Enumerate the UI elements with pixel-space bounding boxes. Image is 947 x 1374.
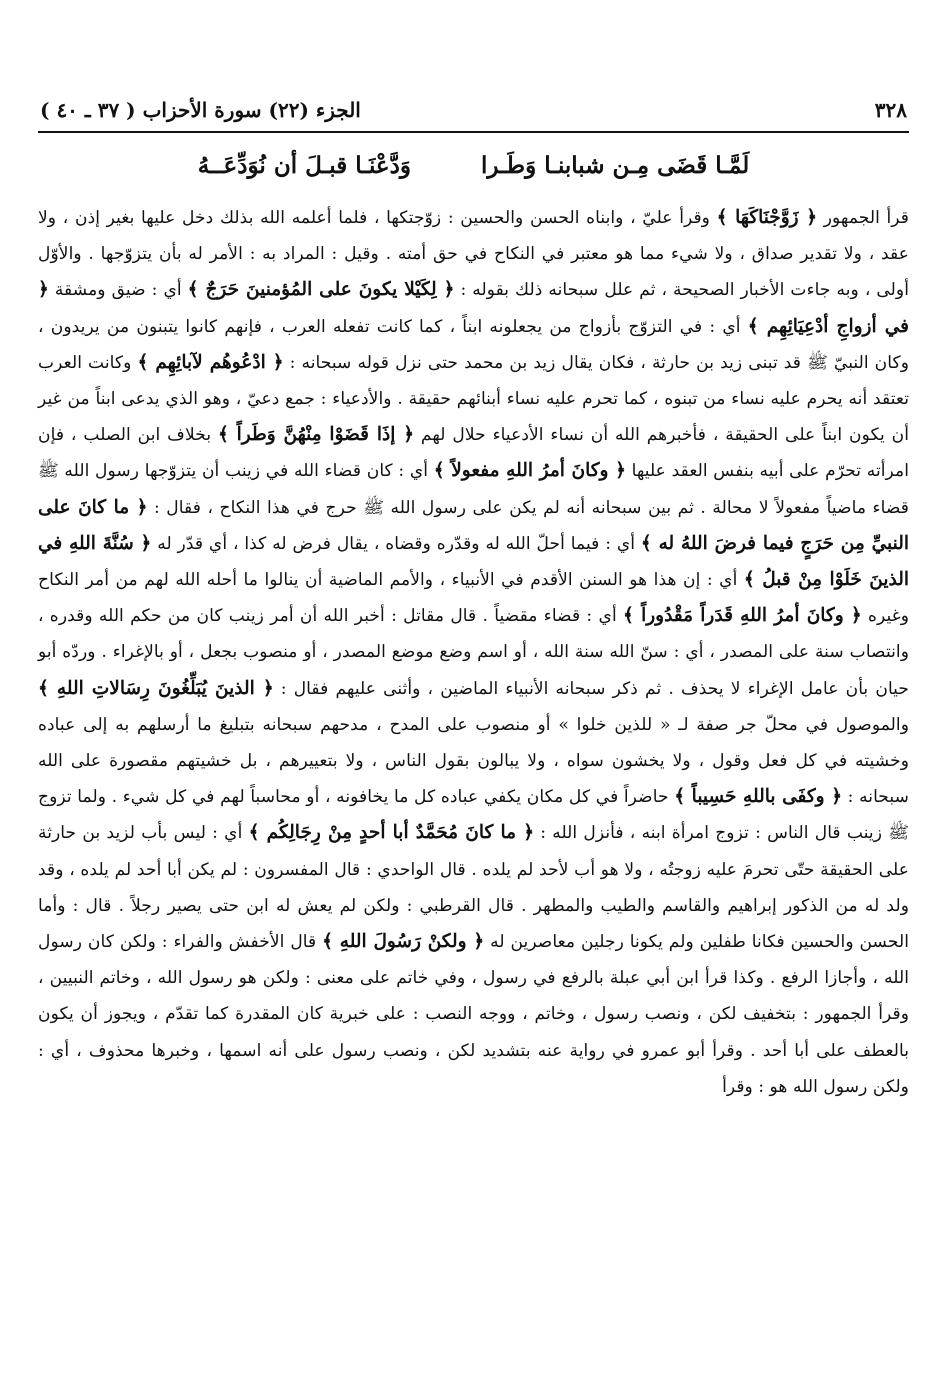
quran-quote: ﴿ لِكَيْلا يكونَ على المُؤمنينَ حَرَجٌ ﴾ (187, 279, 455, 301)
running-title: الجزء (٢٢) سورة الأحزاب ( ٣٧ ـ ٤٠ ) (40, 98, 361, 122)
header-rule (38, 131, 909, 133)
commentary-text: أي : قضاء مقضياً . قال مقاتل : أخبر الله أن أمر زينب كان من حكم الله وقدره ، وانتصاب سنة على المصدر ، أي : سنّ الله سنة الله ، أو اسم وضع موضع المصدر ، أو منصوب بجعل ، أو بالإغراء . وردّه أبو حيان بأن عامل الإغراء لا يحذف . ثم ذكر سبحانه الأنبياء الماضين ، وأثنى عليهم فقال : (38, 606, 910, 699)
quran-quote: ﴿ سُنَّةَ اللهِ في الذينَ خَلَوْا مِنْ قبلُ ﴾ (38, 532, 909, 591)
commentary-text: حاضراً في كل مكان يكفي عباده كل ما يخافونه ، أو محاسباً لهم في كل شيء . ولما تزوج ﷺ زينب قال الناس : تزوج امرأة ابنه ، فأنزل الله : (38, 787, 909, 844)
commentary-text: أي : فيما أحلّ الله له وقدّره وقضاه ، يقال فرض له كذا ، أي قدّر له (151, 533, 641, 554)
quran-quote: ﴿ إذَا قَضَوْا مِنْهُنَّ وَطَراً ﴾ (217, 424, 415, 446)
commentary-text: وقرأ عليّ ، وابناه الحسن والحسين : زوّجتكها ، فلما أعلمه الله بذلك دخل عليها بغير إذن ، ولا عقد ، ولا تقدير صداق ، ولا شيء مما هو معتبر في النكاح في حق أمته . وقيل : المراد به : الأمر له بأن يتزوّجها . والأوّل أولى ، وبه جاءت الأخبار الصحيحة ، ثم علل سبحانه ذلك بقوله : (38, 208, 909, 301)
commentary-text: بخلاف ابن الصلب ، فإن امرأته تحرّم على أبيه بنفس العقد عليها (38, 425, 909, 482)
quran-quote: ﴿ ما كانَ على النبيِّ مِن حَرَجٍ فيما فرضَ اللهُ له ﴾ (38, 496, 909, 554)
commentary-body (38, 200, 909, 1105)
quran-quote: ﴿ وكانَ أمرُ اللهِ مفعولاً ﴾ (433, 460, 626, 482)
commentary-text: أي : ضيق ومشقة (48, 280, 188, 301)
quran-quote: ﴿ الذينَ يُبَلِّغُونَ رِسَالاتِ اللهِ ﴾ (38, 677, 274, 699)
commentary-text: أي : في التزوّج بأزواج من يجعلونه ابناً ، كما كانت تفعله العرب ، فإنهم كانوا يتبنون من يريدون ، وكان النبيّ ﷺ قد تبنى زيد بن حارثة ، فكان يقال زيد بن محمد حتى نزل قوله سبحانه : (38, 316, 909, 373)
quran-quote: ﴿ زَوَّجْنَاكَهَا ﴾ (716, 207, 818, 228)
commentary-text: أي : إن هذا هو السنن الأقدم في الأنبياء ، والأمم الماضية أن ينالوا ما أحله الله لهم من أمر النكاح وغيره (38, 570, 909, 627)
commentary-text: وكانت العرب تعتقد أنه يحرم عليه نساء من تبنوه ، كما تحرم عليه نساء أبنائهم حقيقة . والأدعياء : جمع دعيّ ، وهو الذي يدعى ابناً من غير أن يكون ابناً على الحقيقة ، فأخبرهم الله أن نساء الأدعياء حلال لهم (38, 352, 909, 446)
commentary-text: والموصول في محلّ جر صفة لـ « للذين خلوا » أو منصوب على المدح ، مدحهم سبحانه بتبليغ ما أرسلهم به إلى عباده وخشيته في كل فعل وقول ، ولا يخشون سواه ، ولا يبالون بقول الناس ، ولا بتعييرهم ، بل خشيتهم مقصورة على الله سبحانه : (38, 714, 909, 808)
poetry-verse (60, 152, 887, 198)
commentary-text: أي : ليس بأب لزيد بن حارثة على الحقيقة حتّى تحرمَ عليه زوجتُه ، ولا هو أب لأحد لم يلده . قال الواحدي : قال المفسرون : لم يكن أبا أحد لم يلده ، وقد ولد له من الذكور إبراهيم والقاسم والطيب والمطهر . قال القرطبي : ولكن لم يعش له ابن حتى يصير رجلاً . قال : وأما الحسن والحسين فكانا طفلين ولم يكونا رجلين معاصرين له (38, 823, 910, 953)
page-number: ٣٢٨ (874, 98, 907, 122)
quran-quote: ﴿ ولكنْ رَسُولَ اللهِ ﴾ (322, 931, 485, 953)
quran-quote: ﴿ وكانَ أمرُ اللهِ قَدَراً مَقْدُوراً ﴾ (622, 605, 862, 627)
quran-quote: ﴿ ما كانَ مُحَمَّدٌ أبا أحدٍ مِنْ رِجَالِكُم ﴾ (248, 822, 535, 844)
quran-quote: ﴿ في أزواجِ أدْعِيَائِهِم ﴾ (38, 279, 909, 337)
verse-hemistich-2: وَدَّعْنَـا قبـلَ أن نُوَدِّعَــهُ (197, 152, 411, 179)
quran-quote: ﴿ ادْعُوهُم لآبائِهِم ﴾ (137, 351, 284, 373)
commentary-text: أي : كان قضاء الله في زينب أن يتزوّجها رسول الله ﷺ قضاء ماضياً مفعولاً لا محالة . ثم بين سبحانه أنه لم يكن على رسول الله ﷺ حرج في هذا النكاح ، فقال : (38, 461, 909, 518)
quran-quote: ﴿ وكفَى باللهِ حَسِيباً ﴾ (674, 786, 843, 808)
page-header (40, 92, 907, 128)
verse-hemistich-1: لَمَّـا قَضَى مِـن شبابنـا وَطَـرا (480, 152, 750, 179)
commentary-text: قال الأخفش والفراء : ولكن كان رسول الله ، وأجازا الرفع . وكذا قرأ ابن أبي عبلة بالرفع في رسول ، وفي خاتم على معنى : ولكن هو رسول الله ، وخاتم النبيين ، وقرأ الجمهور : بتخفيف لكن ، ونصب رسول ، وخاتم ، ووجه النصب : على خبرية كان المقدرة كما تقدّم ، ويجوز أن يكون بالعطف على أبا أحد . وقرأ أبو عمرو في رواية عنه بتشديد لكن ، ونصب رسول على أنه اسمها ، وخبرها محذوف ، أي : ولكن رسول الله هو : وقرأ (38, 932, 909, 1097)
commentary-paragraph (38, 200, 909, 1105)
commentary-text: قرأ الجمهور (817, 208, 910, 228)
